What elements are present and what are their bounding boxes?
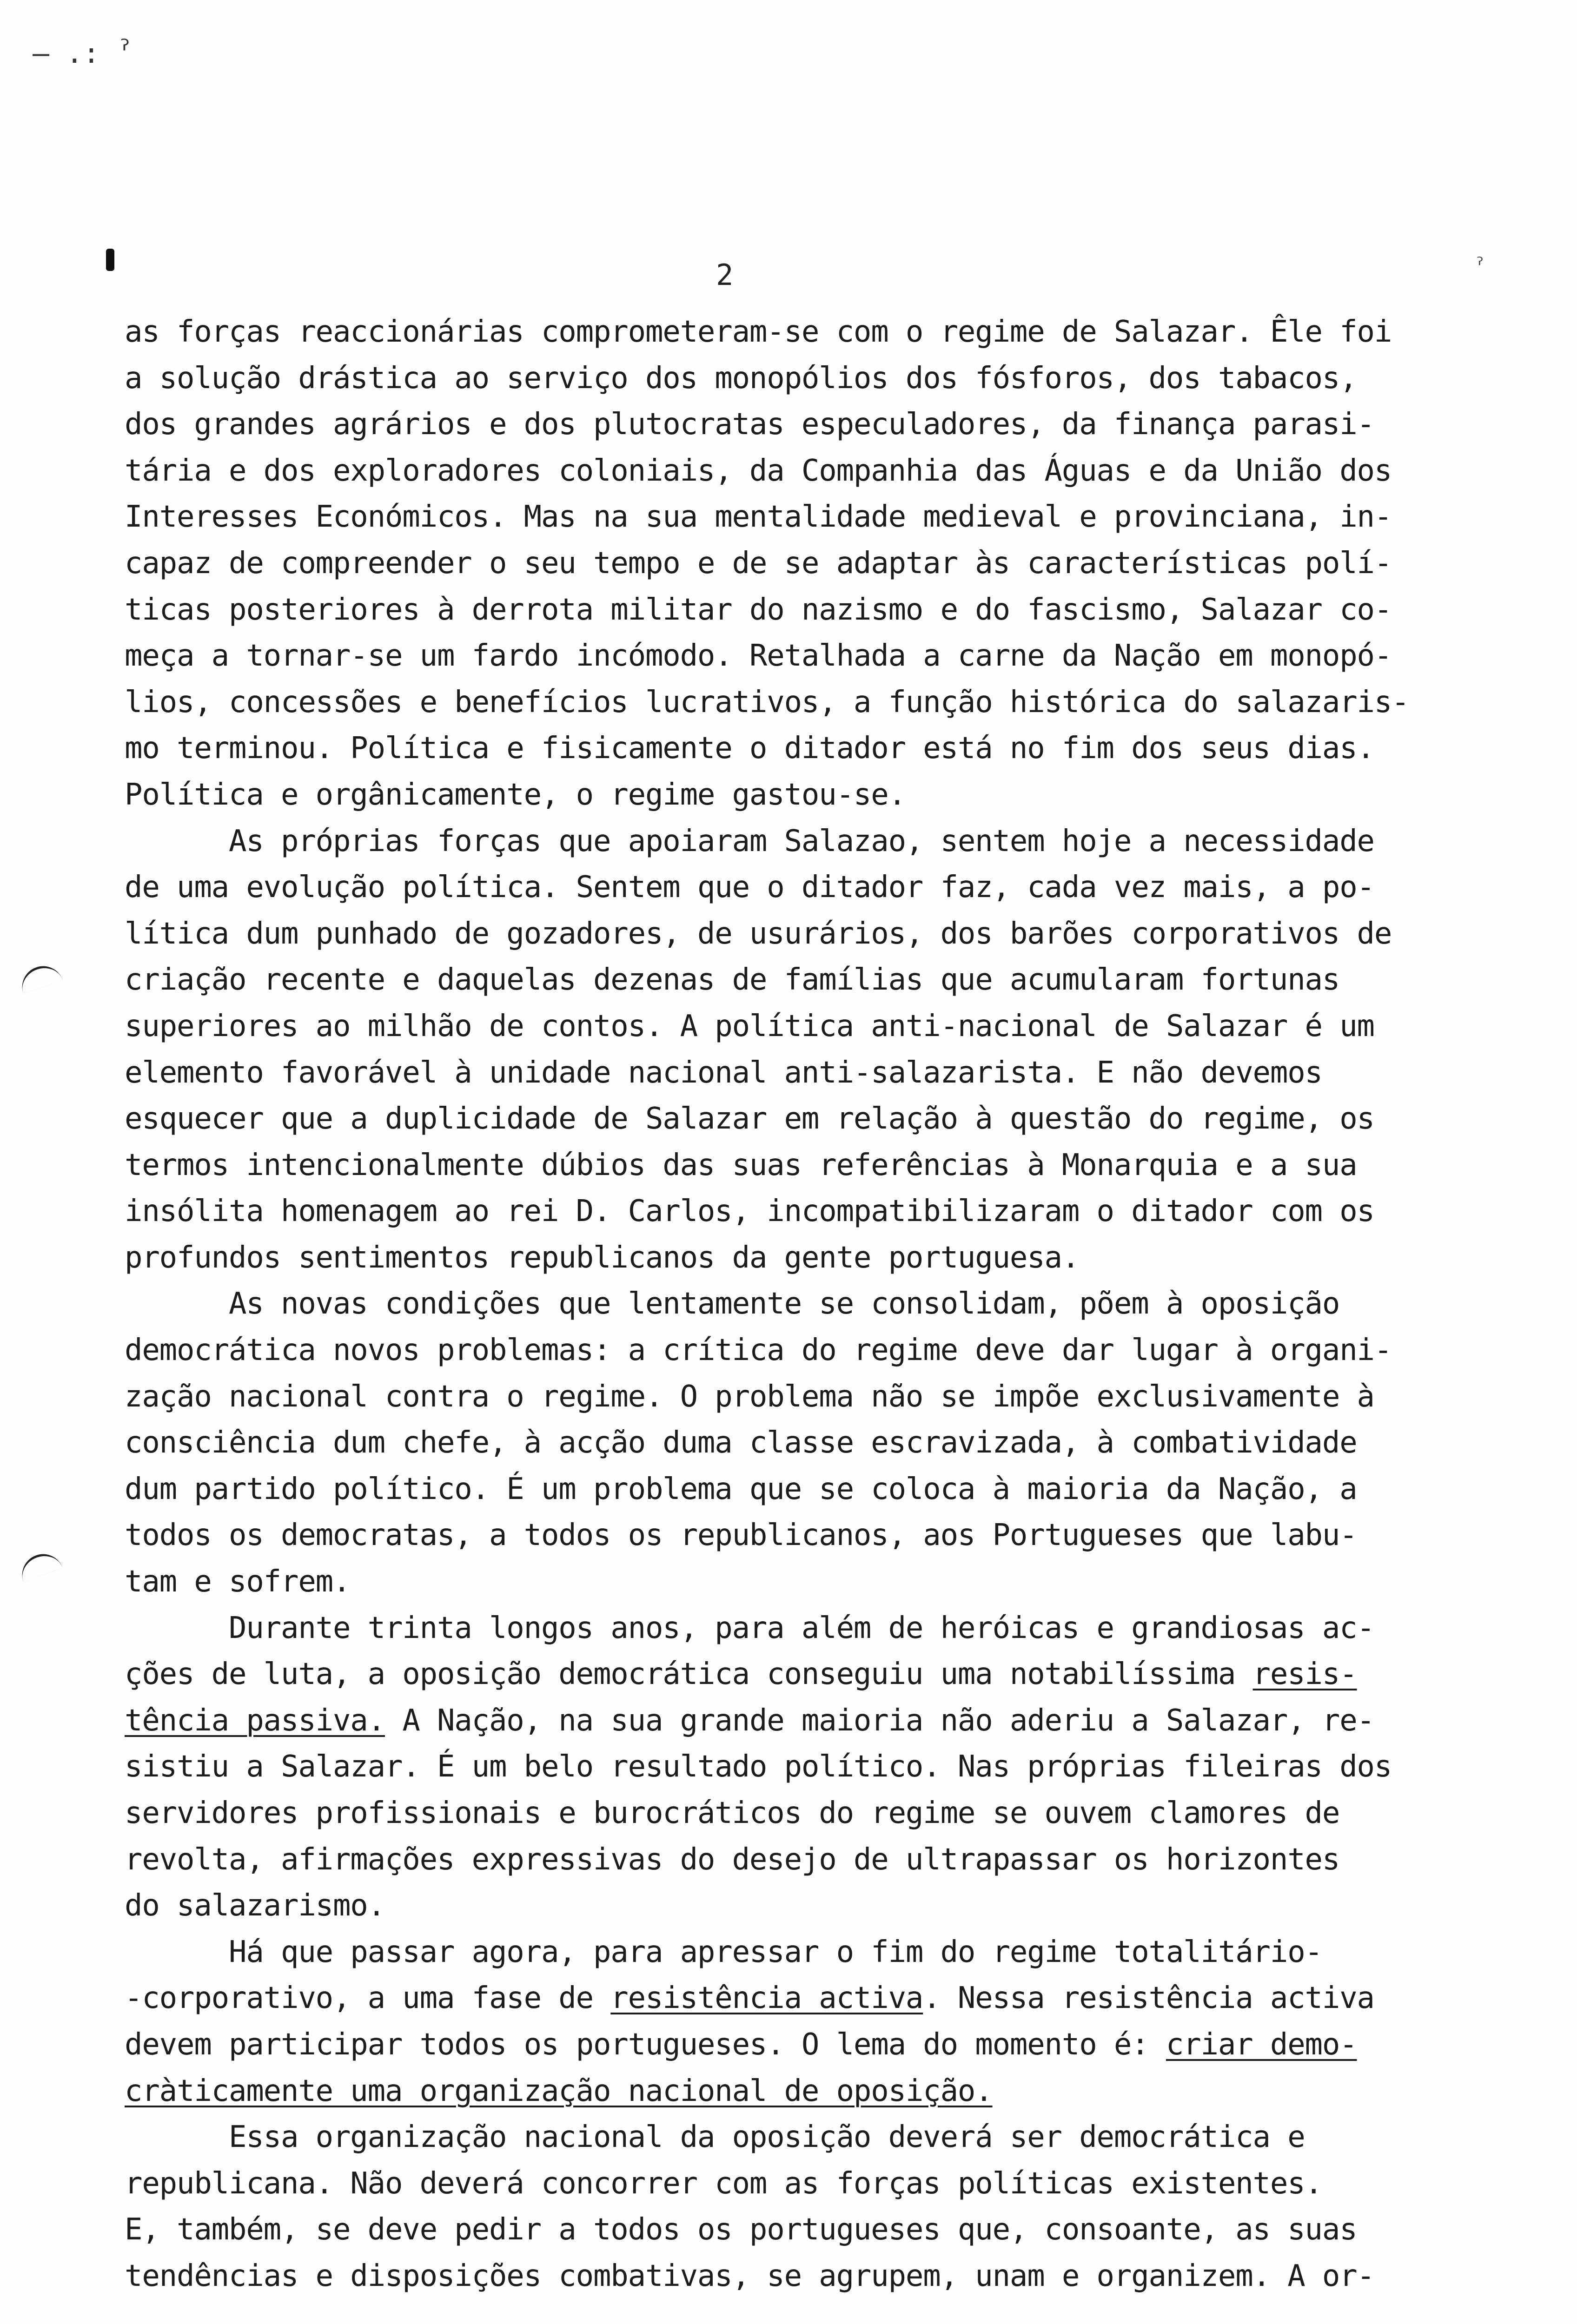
typewritten-body: [125, 309, 1524, 2300]
text-run: -corporativo, a uma fase de: [125, 1981, 611, 2016]
text-line: elemento favorável à unidade nacional anti-salazarista. E não devemos: [125, 1055, 1322, 1090]
text-line: republicana. Não deverá concorrer com as forças políticas existentes.: [125, 2166, 1322, 2201]
text-line: dum partido político. É um problema que se coloca à maioria da Nação, a: [125, 1472, 1357, 1506]
text-line: tam e sofrem.: [125, 1565, 351, 1599]
text-line: [125, 1975, 1524, 2022]
punch-hole-mark: [106, 249, 114, 271]
text-line: dos grandes agrários e dos plutocratas especuladores, da finança parasi-: [125, 407, 1374, 442]
text-line: zação nacional contra o regime. O problema não se impõe exclusivamente à: [125, 1379, 1374, 1414]
text-line: lios, concessões e benefícios lucrativos, a função histórica do salazaris-: [125, 685, 1409, 720]
text-line: termos intencionalmente dúbios das suas referências à Monarquia e a sua: [125, 1148, 1357, 1182]
text-run: . Nessa resistência activa: [923, 1981, 1374, 2016]
text-line: Interesses Económicos. Mas na sua mentalidade medieval e provinciana, in-: [125, 500, 1392, 535]
text-line: tendências e disposições combativas, se agrupem, unam e organizem. A or-: [125, 2258, 1374, 2293]
corner-mark: – .: ˀ: [33, 37, 133, 70]
text-line: revolta, afirmações expressivas do desejo de ultrapassar os horizontes: [125, 1842, 1340, 1877]
text-run: devem participar todos os portugueses. O lema do momento é:: [125, 2027, 1166, 2062]
text-line: criação recente e daquelas dezenas de famílias que acumularam fortunas: [125, 963, 1340, 997]
text-line: insólita homenagem ao rei D. Carlos, incompatibilizaram o ditador com os: [125, 1194, 1374, 1229]
text-line: esquecer que a duplicidade de Salazar em relação à questão do regime, os: [125, 1102, 1374, 1136]
text-line: do salazarismo.: [125, 1888, 385, 1923]
text-line: E, também, se deve pedir a todos os portugueses que, consoante, as suas: [125, 2212, 1357, 2247]
text-line: Política e orgânicamente, o regime gastou-se.: [125, 777, 906, 812]
top-right-mark: ˀ: [1474, 256, 1486, 279]
text-line: tária e dos exploradores coloniais, da Companhia das Águas e da União dos: [125, 453, 1392, 488]
text-line: [125, 1651, 1524, 1698]
page-number: 2: [716, 258, 734, 292]
text-line: capaz de compreender o seu tempo e de se adaptar às características polí-: [125, 546, 1392, 581]
text-line: todos os democratas, a todos os republicanos, aos Portugueses que labu-: [125, 1518, 1357, 1553]
text-line: democrática novos problemas: a crítica do regime deve dar lugar à organi-: [125, 1333, 1392, 1368]
text-line: as forças reaccionárias comprometeram-se com o regime de Salazar. Êle foi: [125, 315, 1392, 349]
underlined-text: resistência activa: [610, 1981, 923, 2016]
text-line: ticas posteriores à derrota militar do nazismo e do fascismo, Salazar co-: [125, 592, 1392, 627]
text-line: profundos sentimentos republicanos da gente portuguesa.: [125, 1240, 1080, 1275]
text-line: consciência dum chefe, à acção duma classe escravizada, à combatividade: [125, 1426, 1357, 1460]
text-line: lítica dum punhado de gozadores, de usurários, dos barões corporativos de: [125, 916, 1392, 951]
text-line: Essa organização nacional da oposição deverá ser democrática e: [125, 2120, 1305, 2155]
text-line: superiores ao milhão de contos. A política anti-nacional de Salazar é um: [125, 1009, 1374, 1043]
margin-bracket-mark: [16, 960, 63, 994]
underlined-text: criar demo-: [1166, 2027, 1357, 2062]
text-line: mo terminou. Política e fisicamente o ditador está no fim dos seus dias.: [125, 731, 1374, 766]
text-line: a solução drástica ao serviço dos monopólios dos fósforos, dos tabacos,: [125, 361, 1357, 396]
text-line: Durante trinta longos anos, para além de heróicas e grandiosas ac-: [125, 1611, 1374, 1645]
underlined-text: resis-: [1252, 1657, 1357, 1692]
text-run: ções de luta, a oposição democrática conseguiu uma notabilíssima: [125, 1657, 1253, 1692]
underlined-text: tência passiva.: [125, 1703, 385, 1738]
margin-bracket-mark: [16, 1548, 63, 1582]
text-run: A Nação, na sua grande maioria não aderiu a Salazar, re-: [384, 1703, 1374, 1738]
text-line: [125, 1698, 1524, 1744]
text-line: Há que passar agora, para apressar o fim do regime totalitário-: [125, 1934, 1322, 1969]
text-line: [125, 2022, 1524, 2068]
text-line: meça a tornar-se um fardo incómodo. Retalhada a carne da Nação em monopó-: [125, 639, 1392, 673]
text-line: [125, 2068, 1524, 2115]
text-line: As próprias forças que apoiaram Salazao, sentem hoje a necessidade: [125, 824, 1374, 858]
text-line: sistiu a Salazar. É um belo resultado político. Nas próprias fileiras dos: [125, 1750, 1392, 1784]
underlined-text: cràticamente uma organização nacional de oposição.: [125, 2073, 993, 2108]
text-line: de uma evolução política. Sentem que o ditador faz, cada vez mais, a po-: [125, 870, 1374, 905]
text-line: As novas condições que lentamente se consolidam, põem à oposição: [125, 1287, 1340, 1321]
text-line: servidores profissionais e burocráticos do regime se ouvem clamores de: [125, 1796, 1340, 1830]
